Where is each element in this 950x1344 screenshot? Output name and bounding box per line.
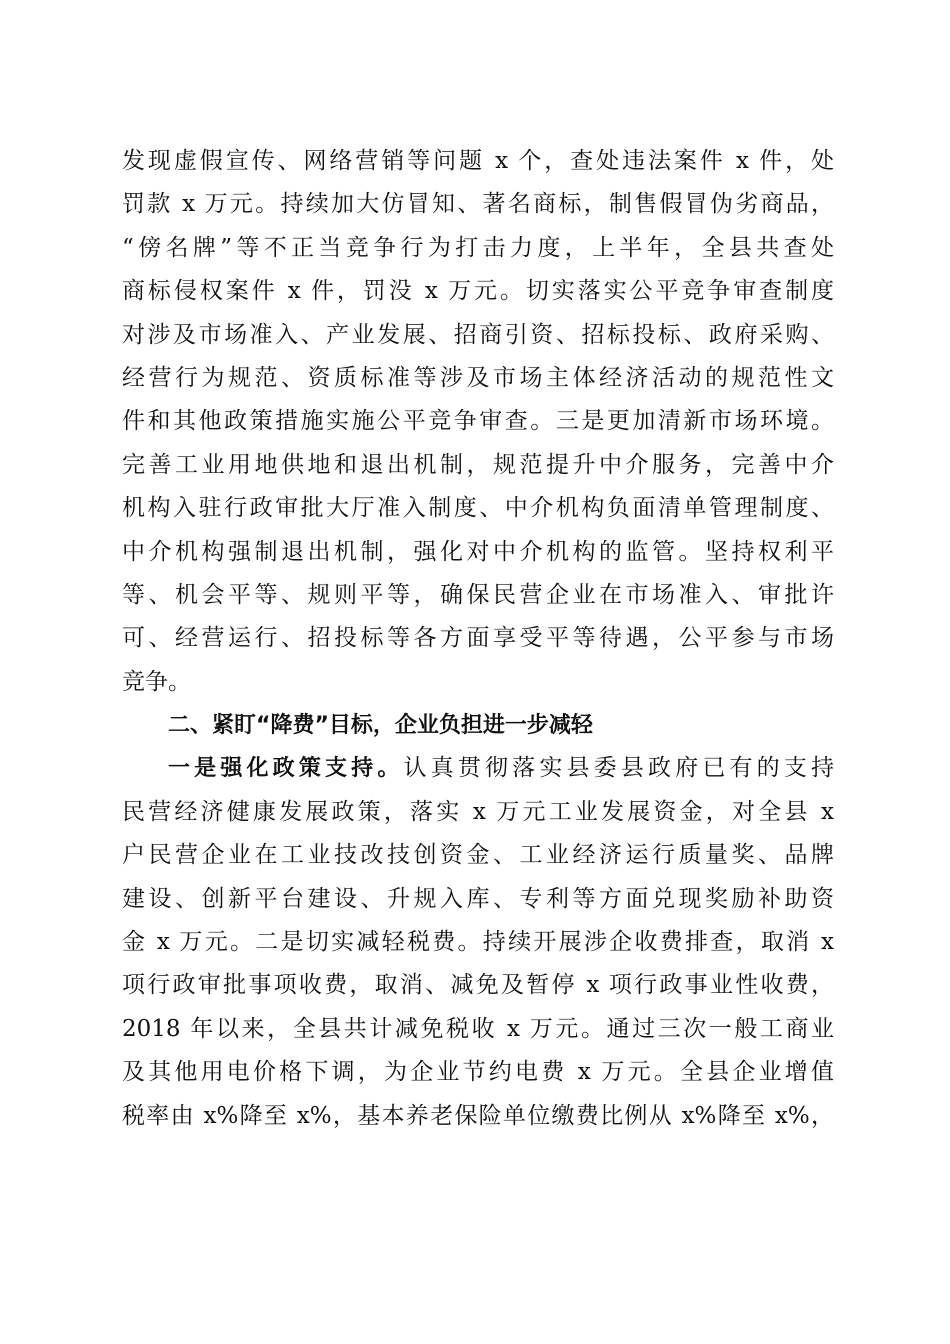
text-line: 对涉及市场准入、产业发展、招商引资、招标投标、政府采购、	[122, 321, 834, 348]
text-line: 经营行为规范、资质标准等涉及市场主体经济活动的规范性文	[122, 364, 834, 391]
text-line: 民营经济健康发展政策，落实 x 万元工业发展资金，对全县 x	[122, 798, 834, 825]
paragraph-reduce-fees	[122, 747, 834, 1138]
text-line: 完善工业用地供地和退出机制，规范提升中介服务，完善中介	[122, 451, 834, 478]
text-line: “傍名牌”等不正当竞争行为打击力度，上半年，全县共查处	[122, 234, 834, 261]
text-line: 2018 年以来，全县共计减免税收 x 万元。通过三次一般工商业	[122, 1015, 834, 1042]
paragraph-lead: 一是强化政策支持。	[168, 756, 404, 782]
section-heading: 二、紧盯“降费”目标，企业负担进一步减轻	[168, 713, 593, 739]
paragraph-market-environment	[122, 140, 834, 704]
text-line: 及其他用电价格下调，为企业节约电费 x 万元。全县企业增值	[122, 1059, 834, 1086]
text-line: 税率由 x%降至 x%，基本养老保险单位缴费比例从 x%降至 x%，	[122, 1102, 834, 1129]
text-line: 户民营企业在工业技改技创资金、工业经济运行质量奖、品牌	[122, 842, 834, 869]
text-line: 发现虚假宣传、网络营销等问题 x 个，查处违法案件 x 件，处	[122, 148, 834, 174]
text-line: 竞争。	[122, 668, 191, 695]
text-line	[122, 747, 834, 790]
text-line: 中介机构强制退出机制，强化对中介机构的监管。坚持权利平	[122, 538, 834, 565]
text-line: 金 x 万元。二是切实减轻税费。持续开展涉企收费排查，取消 x	[122, 929, 834, 956]
text-line: 建设、创新平台建设、升规入库、专利等方面兑现奖励补助资	[122, 885, 834, 912]
document-body	[122, 140, 834, 1138]
text-line: 件和其他政策措施实施公平竞争审查。三是更加清新市场环境。	[122, 408, 834, 435]
text-line: 等、机会平等、规则平等，确保民营企业在市场准入、审批许	[122, 581, 834, 608]
text-line: 项行政审批事项收费，取消、减免及暂停 x 项行政事业性收费，	[122, 972, 834, 999]
text-line: 可、经营运行、招投标等各方面享受平等待遇，公平参与市场	[122, 625, 834, 652]
text-line-rest: 认真贯彻落实县委县政府已有的支持	[403, 755, 834, 782]
text-line: 机构入驻行政审批大厅准入制度、中介机构负面清单管理制度、	[122, 495, 834, 522]
text-line: 商标侵权案件 x 件，罚没 x 万元。切实落实公平竞争审查制度	[122, 278, 834, 305]
text-line: 罚款 x 万元。持续加大仿冒知、著名商标，制售假冒伪劣商品，	[122, 191, 834, 218]
